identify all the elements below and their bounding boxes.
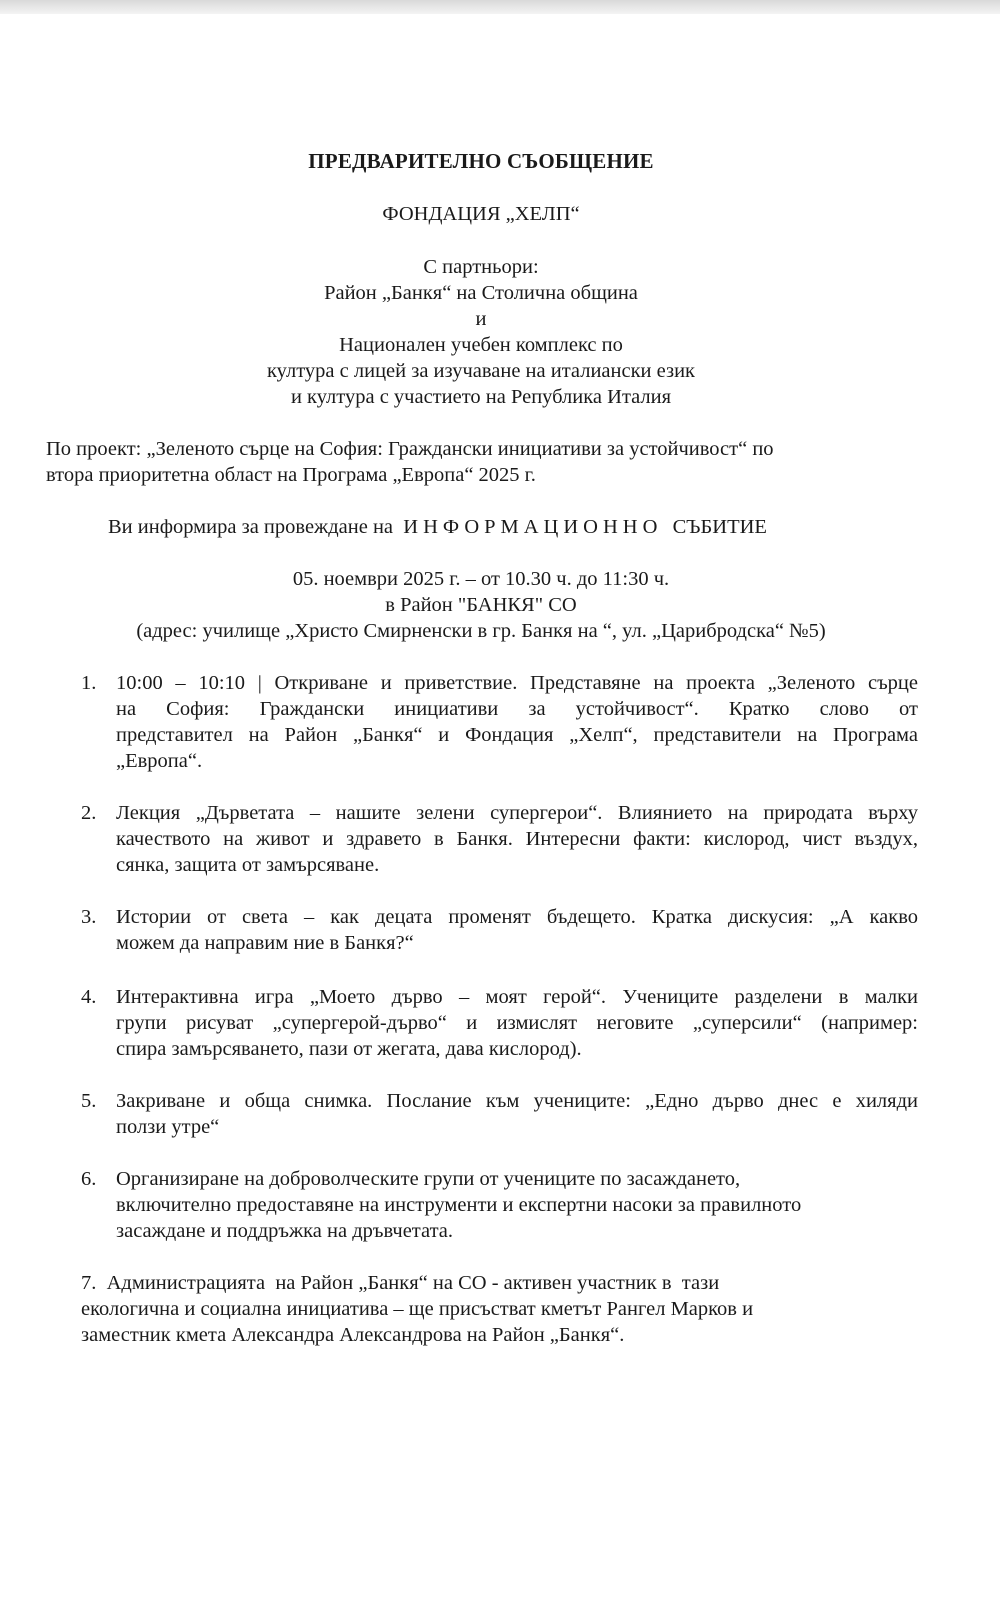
list-item-line: Истории от света – как децата променят бъдещето. Кратка дискусия: „А какво (116, 906, 918, 928)
list-item-line: засаждане и поддръжка на дръвчетата. (116, 1220, 453, 1242)
partner-school-line-2: култура с лицей за изучаване на италиански език (266, 360, 696, 382)
list-item-number: 1. (81, 672, 97, 694)
list-item-line: 10:00 – 10:10 | Откриване и приветствие. Представяне на проекта „Зеленото сърце (116, 672, 918, 694)
project-line-1: По проект: „Зеленото сърце на София: Граждански инициативи за устойчивост“ по (46, 438, 774, 460)
list-item-number: 4. (81, 986, 97, 1008)
list-item-line: групи рисуват „супергерой-дърво“ и измислят неговите „суперсили“ (например: (116, 1012, 918, 1034)
partners-label: С партньори: (423, 256, 539, 278)
list-item-line: на София: Граждански инициативи за устойчивост“. Кратко слово от (116, 698, 918, 720)
list-item-number: 3. (81, 906, 97, 928)
inform-prefix: Ви информира за провеждане на (108, 516, 394, 538)
list-item (116, 800, 918, 878)
list-item-line: можем да направим ние в Банкя?“ (116, 932, 414, 954)
list-item (116, 1088, 918, 1140)
list-item (116, 984, 918, 1062)
list-item (116, 904, 918, 956)
list-item-line: спира замърсяването, пази от жегата, дава кислород). (116, 1038, 582, 1060)
list-item-line: представител на Район „Банкя“ и Фондация „Хелп“, представители на Програма (116, 724, 918, 746)
inform-line (108, 514, 767, 540)
list-item (116, 670, 918, 774)
list-item-line: Интерактивна игра „Моето дърво – моят герой“. Учениците разделени в малки (116, 986, 918, 1008)
event-word-informational: ИНФОРМАЦИОННО (403, 516, 663, 538)
project-line-2: втора приоритетна област на Програма „Европа“ 2025 г. (46, 464, 536, 486)
event-place: в Район "БАНКЯ" СО (385, 594, 577, 616)
list-item-number: 5. (81, 1090, 97, 1112)
final-paragraph-line: 7. Администрацията на Район „Банкя“ на СО - активен участник в тази (81, 1272, 720, 1294)
event-address: (адрес: училище „Христо Смирненски в гр. Банкя на “, ул. „Царибродска“ №5) (136, 620, 826, 642)
list-item-line: „Европа“. (116, 750, 203, 772)
document-title: ПРЕДВАРИТЕЛНО СЪОБЩЕНИЕ (308, 149, 654, 173)
event-date-time: 05. ноември 2025 г. – от 10.30 ч. до 11:30 ч. (292, 568, 670, 590)
partner-school-line-3: и култура с участието на Република Италия (290, 386, 672, 408)
final-paragraph-line: екологична и социална инициатива – ще присъстват кметът Рангел Марков и (81, 1298, 754, 1320)
partner-school-line-1: Национален учебен комплекс по (339, 334, 623, 356)
list-item-line: ползи утре“ (116, 1116, 220, 1138)
list-item-line: Организиране на доброволческите групи от учениците по засаждането, (116, 1168, 741, 1190)
list-item-number: 2. (81, 802, 97, 824)
partner-conjunction: и (475, 308, 487, 330)
list-item (116, 1166, 906, 1244)
list-item-line: Лекция „Дърветата – нашите зелени супергерои“. Влиянието на природата върху (116, 802, 918, 824)
final-paragraph-line: заместник кмета Александра Александрова на Район „Банкя“. (81, 1324, 625, 1346)
partner-district: Район „Банкя“ на Столична община (324, 282, 638, 304)
list-item-line: сянка, защита от замърсяване. (116, 854, 380, 876)
final-paragraph (81, 1270, 753, 1348)
event-word-event: СЪБИТИЕ (672, 516, 767, 538)
foundation-name: ФОНДАЦИЯ „ХЕЛП“ (382, 203, 580, 225)
list-item-line: Закриване и обща снимка. Послание към учениците: „Едно дърво днес е хиляди (116, 1090, 918, 1112)
list-item-line: включително предоставяне на инструменти и експертни насоки за правилното (116, 1194, 802, 1216)
list-item-line: качеството на живот и здравето в Банкя. Интересни факти: кислород, чист въздух, (116, 828, 918, 850)
list-item-number: 6. (81, 1168, 97, 1190)
